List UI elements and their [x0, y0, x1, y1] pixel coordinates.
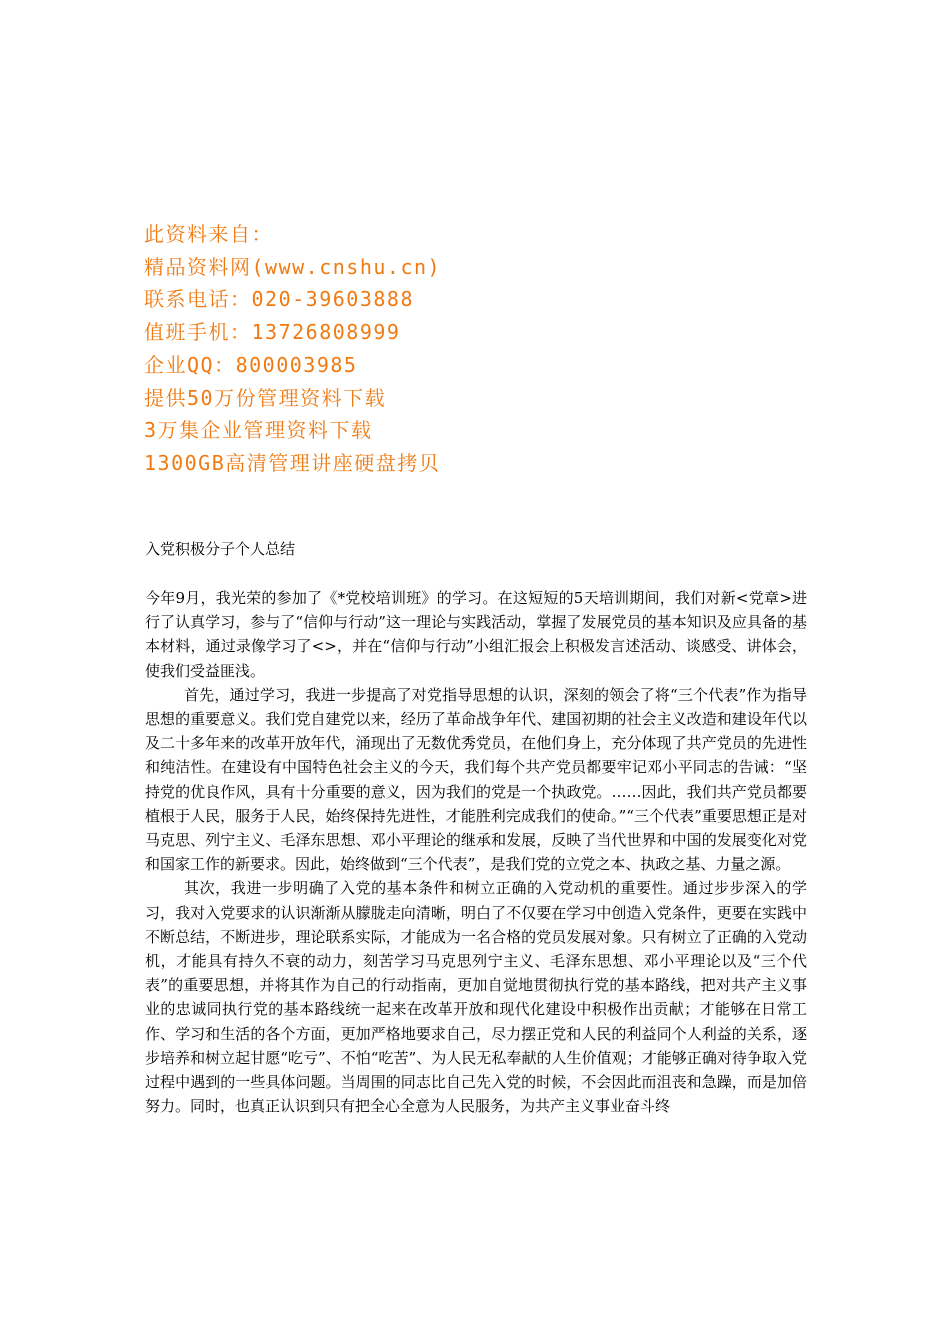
- source-notice-heading: 此资料来自：: [144, 222, 273, 246]
- duty-mobile: 值班手机：13726808999: [144, 320, 401, 345]
- contact-phone: 联系电话：020-39603888: [144, 287, 414, 312]
- offer-line-1: 提供50万份管理资料下载: [144, 385, 387, 410]
- document-body: [145, 586, 807, 1118]
- enterprise-qq: 企业QQ：800003985: [144, 352, 358, 377]
- source-notice: [144, 218, 784, 480]
- paragraph-2: 首先，通过学习，我进一步提高了对党指导思想的认识，深刻的领会了将“三个代表”作为指导思想的重要意义。我们党自建党以来，经历了革命战争年代、建国初期的社会主义改造和建设年代以及二十多年来的改革开放年代，涌现出了无数优秀党员，在他们身上，充分体现了共产党员的先进性和纯洁性。在建设有中国特色社会主义的今天，我们每个共产党员都要牢记邓小平同志的告诫：“坚持党的优良作风，具有十分重要的意义，因为我们的党是一个执政党。……因此，我们共产党员都要植根于人民，服务于人民，始终保持先进性，才能胜利完成我们的使命。”“三个代表”重要思想正是对马克思、列宁主义、毛泽东思想、邓小平理论的继承和发展，反映了当代世界和中国的发展变化对党和国家工作的新要求。因此，始终做到“三个代表”，是我们党的立党之本、执政之基、力量之源。: [145, 685, 807, 874]
- offer-line-3: 1300GB高清管理讲座硬盘拷贝: [144, 450, 441, 475]
- paragraph-3: 其次，我进一步明确了入党的基本条件和树立正确的入党动机的重要性。通过步步深入的学习，我对入党要求的认识渐渐从朦胧走向清晰，明白了不仅要在学习中创造入党条件，更要在实践中不断总结，不断进步，理论联系实际，才能成为一名合格的党员发展对象。只有树立了正确的入党动机，才能具有持久不衰的动力，刻苦学习马克思列宁主义、毛泽东思想、邓小平理论以及“三个代表”的重要思想，并将其作为自己的行动指南，更加自觉地贯彻执行党的基本路线，把对共产主义事业的忠诚同执行党的基本路线统一起来在改革开放和现代化建设中积极作出贡献；才能够在日常工作、学习和生活的各个方面，更加严格地要求自己，尽力摆正党和人民的利益同个人利益的关系，逐步培养和树立起甘愿“吃亏”、不怕“吃苦”、为人民无私奉献的人生价值观；才能够正确对待争取入党过程中遇到的一些具体问题。当周围的同志比自己先入党的时候，不会因此而沮丧和急躁，而是加倍努力。同时，也真正认识到只有把全心全意为人民服务，为共产主义事业奋斗终: [145, 879, 807, 1116]
- paragraph-1: 今年9月，我光荣的参加了《*党校培训班》的学习。在这短短的5天培训期间，我们对新<党章>进行了认真学习，参与了“信仰与行动”这一理论与实践活动，掌握了发展党员的基本知识及应具备的基本材料，通过录像学习了<>，并在“信仰与行动”小组汇报会上积极发言述活动、谈感受、讲体会，使我们受益匪浅。: [145, 589, 807, 680]
- document-title: 入党积极分子个人总结: [145, 540, 296, 558]
- source-website: 精品资料网(www.cnshu.cn): [144, 254, 442, 279]
- offer-line-2: 3万集企业管理资料下载: [144, 418, 373, 443]
